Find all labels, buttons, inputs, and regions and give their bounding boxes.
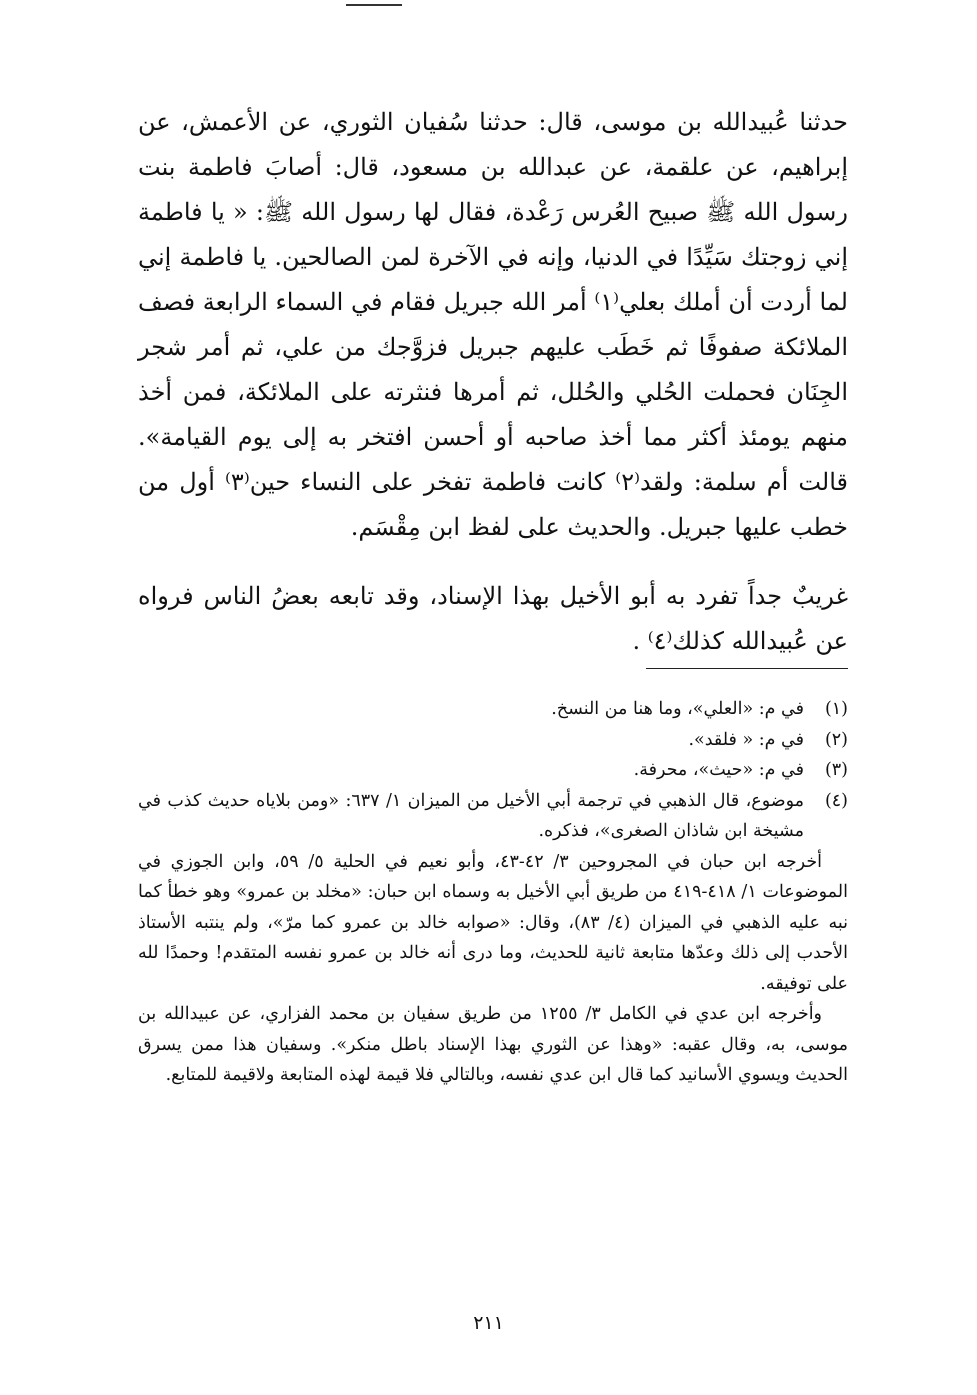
- top-edge-mark: [346, 4, 402, 6]
- footnote-text: في م: «حيث»، محرفة.: [633, 760, 804, 780]
- footnote-4-takhrij-2: وأخرجه ابن عدي في الكامل ٣/ ١٢٥٥ من طريق سفيان بن محمد الفزاري، عن عبيدالله بن موسى، به، وقال عقبه: «وهذا عن الثوري بهذا الإسناد باطل منكر». وسفيان هذا ممن يسرق الحديث ويسوي الأسانيد كما قال ابن عدي نفسه، وبالتالي فلا قيمة لهذه المتابعة ولاقيمة للمتابع.: [138, 1004, 848, 1085]
- footnotes-block: [138, 694, 848, 1091]
- footnote-3: [138, 755, 848, 786]
- footnote-number: (١): [824, 699, 848, 719]
- main-text-block: [138, 100, 848, 550]
- commentary-block: [138, 574, 848, 664]
- footnote-number: (٣): [824, 760, 848, 780]
- footnote-text: موضوع، قال الذهبي في ترجمة أبي الأخيل من الميزان ١/ ٦٣٧: «ومن بلاياه حديث كذب في مشيخة ابن شاذان الصغرى»، فذكره.: [138, 790, 805, 841]
- hadith-paragraph: حدثنا عُبيدالله بن موسى، قال: حدثنا سُفيان الثوري، عن الأعمش، عن إبراهيم، عن علقمة، عن عبدالله بن مسعود، قال: أصابَ فاطمة بنت رسول الله ﷺ صبيح العُرس رَعْدة، فقال لها رسول الله ﷺ: « يا فاطمة إني زوجتك سَيِّدًا في الدنيا، وإنه في الآخرة لمن الصالحين. يا فاطمة إني لما أردت أن أملك بعلي⁽١⁾ أمر الله جبريل فقام في السماء الرابعة فصف الملائكة صفوفًا ثم خَطَب عليهم جبريل فزوَّجك من علي، ثم أمر شجر الجِنَان فحملت الحُلي والحُلل، ثم أمرها فنثرته على الملائكة، فمن أخذ منهم يومئذ أكثر مما أخذ صاحبه أو أحسن افتخر به إلى يوم القيامة». قالت أم سلمة: ولقد⁽٢⁾ كانت فاطمة تفخر على النساء حين⁽٣⁾ أول من خطب عليها جبريل. والحديث على لفظ ابن مِقْسَم.: [138, 108, 848, 541]
- grading-paragraph: غريبٌ جداً تفرد به أبو الأخيل بهذا الإسناد، وقد تابعه بعضُ الناس فرواه عن عُبيدالله كذلك⁽٤⁾ .: [138, 582, 848, 655]
- page-number: ٢١١: [473, 1312, 504, 1334]
- footnote-number: (٢): [824, 729, 848, 750]
- footnote-text: في م: «العلي»، وما هنا من النسخ.: [551, 699, 804, 719]
- footnote-4: [138, 786, 848, 847]
- footnote-2: [138, 725, 848, 756]
- footnote-text: في م: « فلقد».: [688, 729, 804, 750]
- footnote-separator: [646, 668, 848, 669]
- footnote-1: [138, 694, 848, 725]
- footnote-4-takhrij-1: أخرجه ابن حبان في المجروحين ٣/ ٤٢-٤٣، وأبو نعيم في الحلية ٥/ ٥٩، وابن الجوزي في الموضوعات ١/ ٤١٨-٤١٩ من طريق أبي الأخيل به وسماه ابن حبان: «مخلد بن عمرو» وهو خطأ كما نبه عليه الذهبي في الميزان (٤/ ٨٣)، وقال: «صوابه خالد بن عمرو كما مرّ»، ولم ينتبه الأستاذ الأحدب إلى ذلك وعدّها متابعة ثانية للحديث، وما درى أنه خالد بن عمرو نفسه المتقدم! وحمدًا لله على توفيقه.: [138, 851, 848, 994]
- footnote-number: (٤): [824, 790, 848, 811]
